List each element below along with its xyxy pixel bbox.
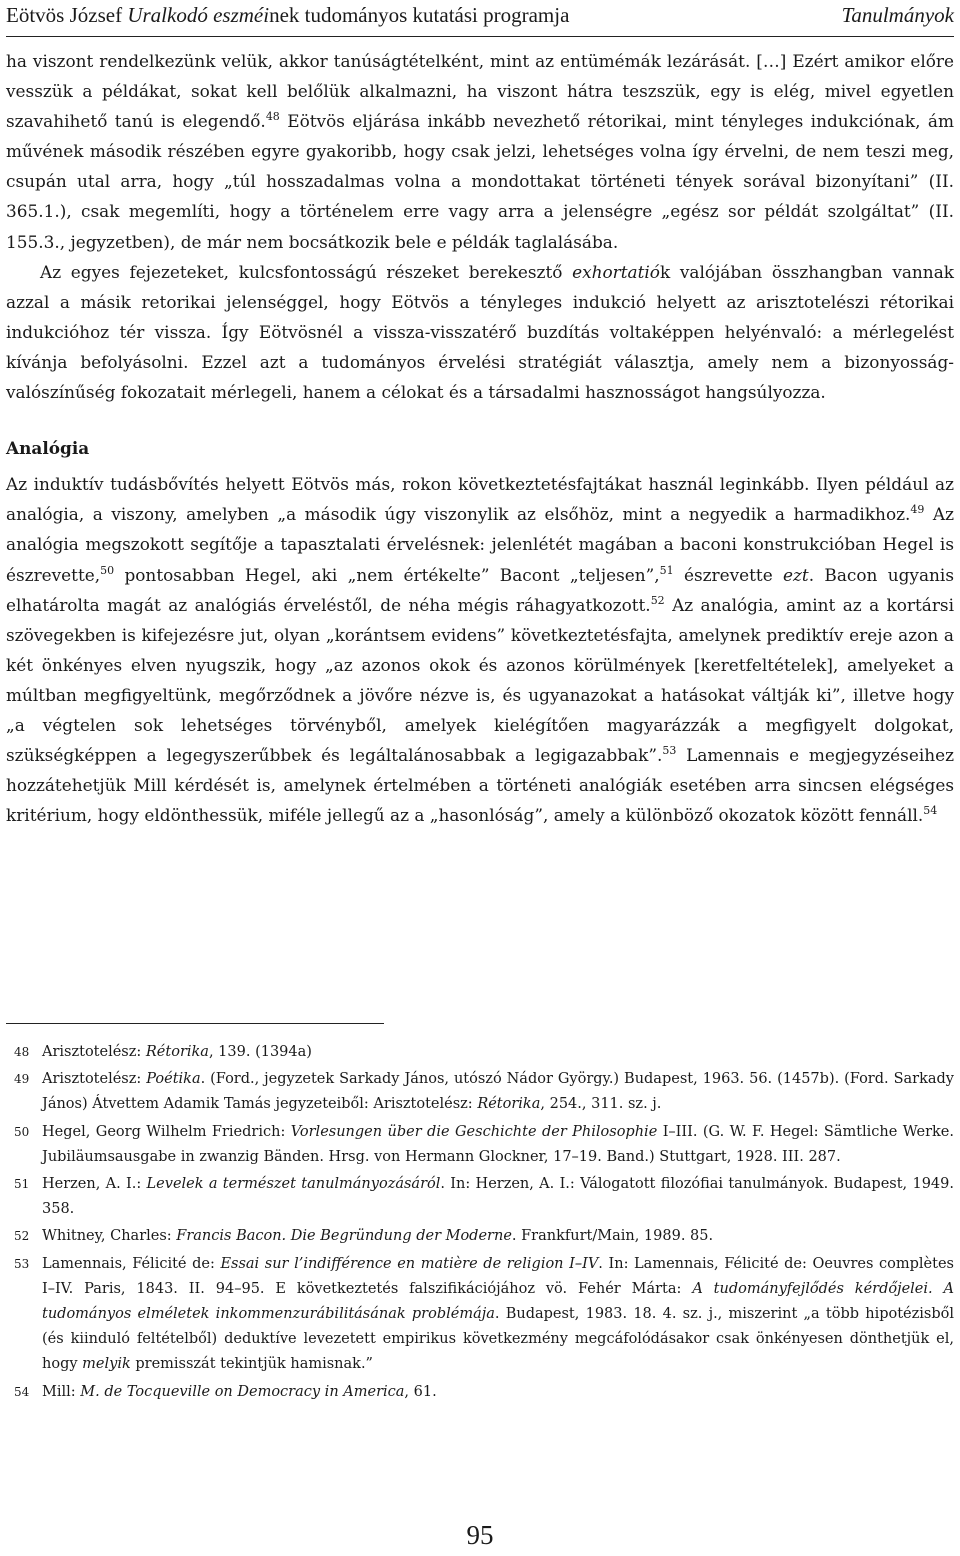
footnote-text: Rétorika — [477, 1096, 541, 1113]
footnote-text: , 254., 311. sz. j. — [540, 1096, 662, 1113]
footnote-number: 51 — [14, 1177, 30, 1192]
footnote — [6, 1067, 954, 1117]
main-text — [6, 46, 954, 830]
footnote — [6, 1172, 954, 1222]
footnote-number: 50 — [14, 1124, 30, 1139]
footnote-number: 53 — [14, 1256, 30, 1271]
footnote-text: Lamennais, Félicité de: — [42, 1255, 221, 1272]
footnote-text: A tudományfejlődés kérdőjelei. A tudományos elméletek inkommenzurábilitásának problémája — [42, 1280, 955, 1323]
footnote-ref-50[interactable]: 50 — [100, 563, 115, 577]
footnote-text: Mill: — [42, 1383, 81, 1400]
footnote-text: Levelek a természet tanulmányozásáról — [146, 1176, 441, 1193]
footnote-text: Arisztotelész: — [42, 1071, 147, 1088]
footnote-text: Rétorika — [145, 1044, 209, 1060]
footnote-ref-54[interactable]: 54 — [923, 804, 938, 818]
footnote-text: . Budapest, 1983. 18. 4. sz. j., miszerint „a több hipotézisből (és kiinduló feltételből) deduktíve levezetett empirikus következmény megcáfolódásakor csak önkényesen dönthetjük el, hogy — [42, 1306, 954, 1373]
footnote-number: 54 — [14, 1384, 30, 1399]
paragraph-1: ha viszont rendelkezünk velük, akkor tanúságtételként, mint az entümémák lezárását. […] Ezért amikor előre vesszük a példákat, sokat kell belőlük alkalmazni, ha viszont hátra teszszük, egy is elég, mivel egyetlen szavahihető tanú is elegendő.$^{48}$ Eötvös eljárása inkább nevezhető rétorikai, mint tényleges indukciónak, ám művének második részében egyre gyakoribb, hogy csak jelzi, lehetséges volna így érvelni, de nem teszi meg, csupán utal arra, hogy „túl hosszadalmas volna a mondottakat történeti tények sorával bizonyítani” (II. 365.1.), csak megemlíti, hogy a történelem erre vagy arra a jelenségre „egész sor példát szolgáltat” (II. 155.3., jegyzetben), de már nem bocsátkozik bele e példák taglalásába. — [6, 51, 955, 252]
footnote-ref-52[interactable]: 52 — [650, 593, 665, 607]
section-heading: Analógia — [6, 438, 90, 459]
footnote-text: , 139. (1394a) — [208, 1044, 312, 1060]
header-title: Eötvös József Uralkodó eszméinek tudományos kutatási programja — [6, 3, 570, 27]
footnote-ref-53[interactable]: 53 — [662, 744, 677, 758]
footnote — [6, 1224, 954, 1249]
footnote — [6, 1252, 954, 1378]
footnote-text: . Frankfurt/Main, 1989. 85. — [511, 1228, 714, 1245]
footnote-text: I–III. (G. W. F. Hegel: Sämtliche Werke. Jubiläumsausgabe in zwanzig Bänden. Hrsg. von Hermann Glockner, 17–19. Band.) Stuttgart, 1928. III. 287. — [42, 1123, 954, 1165]
footnote-separator — [6, 1023, 384, 1024]
footnotes — [6, 1040, 954, 1407]
footnote-number: 52 — [14, 1229, 30, 1244]
paragraph-2: Az egyes fejezeteket, kulcsfontosságú részeket berekesztő exhortatiók valójában összhangban vannak azzal a másik retorikai jelenséggel, hogy Eötvös a tényleges indukció helyett az arisztotelészi rétorikai indukcióhoz tér vissza. Így Eötvösnél a vissza-visszatérő buzdítás voltaképpen helyénvaló: a mérlegelést kívánja befolyásolni. Ezzel azt a tudományos érvelési stratégiát választja, amely nem a bizonyosság-valószínűség fokozatait mérlegeli, hanem a célokat és a társadalmi hasznosságot hangsúlyozza. — [6, 261, 954, 403]
running-header — [6, 0, 954, 37]
footnote-ref-49[interactable]: 49 — [910, 503, 925, 517]
footnote-text: melyik — [82, 1356, 131, 1373]
header-section: Tanulmányok — [841, 3, 954, 27]
footnote-text: Francis Bacon. Die Begründung der Moderne — [176, 1228, 512, 1245]
footnote-text: Essai sur l’indifférence en matière de religion I–IV — [220, 1255, 599, 1272]
footnote — [6, 1040, 954, 1065]
footnote-text: . In: Herzen, A. I.: Válogatott filozófiai tanulmányok. Budapest, 1949. 358. — [42, 1176, 954, 1218]
footnote — [6, 1120, 954, 1170]
footnote-text: M. de Tocqueville on Democracy in America — [80, 1383, 405, 1400]
footnote-text: Herzen, A. I.: — [42, 1176, 147, 1193]
footnote-text: . (Ford., jegyzetek Sarkady János, utószó Nádor György.) Budapest, 1963. 56. (1457b). (Ford. Sarkady János) Átvettem Adamik Tamás jegyzeteiből: Arisztotelész: — [42, 1071, 954, 1113]
footnote-number: 49 — [14, 1072, 30, 1087]
footnote-number: 48 — [14, 1045, 30, 1059]
footnote-text: premisszát tekintjük hamisnak.” — [130, 1356, 373, 1373]
footnote-text: , 61. — [404, 1383, 437, 1400]
footnote-ref-51[interactable]: 51 — [659, 563, 674, 577]
footnote-text: Vorlesungen über die Geschichte der Philosophie — [290, 1123, 658, 1140]
footnote-text: Whitney, Charles: — [42, 1228, 177, 1245]
footnote-text: Poétika — [146, 1071, 201, 1088]
footnote-text: Hegel, Georg Wilhelm Friedrich: — [42, 1123, 291, 1140]
footnote-text: . In: Lamennais, Félicité de: Oeuvres complètes I–IV. Paris, 1843. II. 94–95. E következtetés falszifikációjához vö. Fehér Márta: — [42, 1255, 954, 1297]
paragraph-3: Az induktív tudásbővítés helyett Eötvös más, rokon következtetésfajtákat használ leginkább. Ilyen például az analógia, a viszony, amelyben „a második úgy viszonylik az elsőhöz, mint a negyedik a harmadikhoz.$^{49}$ Az analógia megszokott segítője a tapasztalati érvelésnek: jelenlétét magában a baconi konstrukcióban Hegel is észrevette,$^{50}$ pontosabban Hegel, aki „nem értékelte” Bacont „teljesen”,$^{51}$ észrevette ezt. Bacon ugyanis elhatárolta magát az analógiás érveléstől, de néha mégis ráhagyatkozott.$^{52}$ Az analógia, amint az a kortársi szövegekben is kifejezésre jut, olyan „korántsem evidens” következtetésfajta, amelynek prediktív ereje azon a két önkényes elven nyugszik, hogy „az azonos okok és azonos körülmények [keretfeltételek], amelyeket a múltban megfigyeltünk, megőrződnek a jövőre nézve is, és ugyanazokat a hatásokat váltják ki”, illetve hogy „a végtelen sok lehetséges törvényből, amelyek kielégítően magyarázzák a megfigyelt dolgokat, szükségképpen a legegyszerűbbek és legáltalánosabbak a legigazabbak”.$^{53}$ Lamennais e megjegyzéseihez hozzátehetjük Mill kérdését is, amelynek értelmében a történeti analógiák esetében arra sincsen elégséges kritérium, hogy eldönthessük, miféle jellegű az a „hasonlóság”, amely a különböző okozatok között fennáll.$^{54}$ — [6, 474, 954, 826]
page-number: 95 — [466, 1520, 494, 1550]
footnote — [6, 1380, 954, 1405]
footnote-ref-48[interactable]: 48 — [265, 110, 280, 124]
footnote-text: Arisztotelész: — [42, 1044, 146, 1060]
